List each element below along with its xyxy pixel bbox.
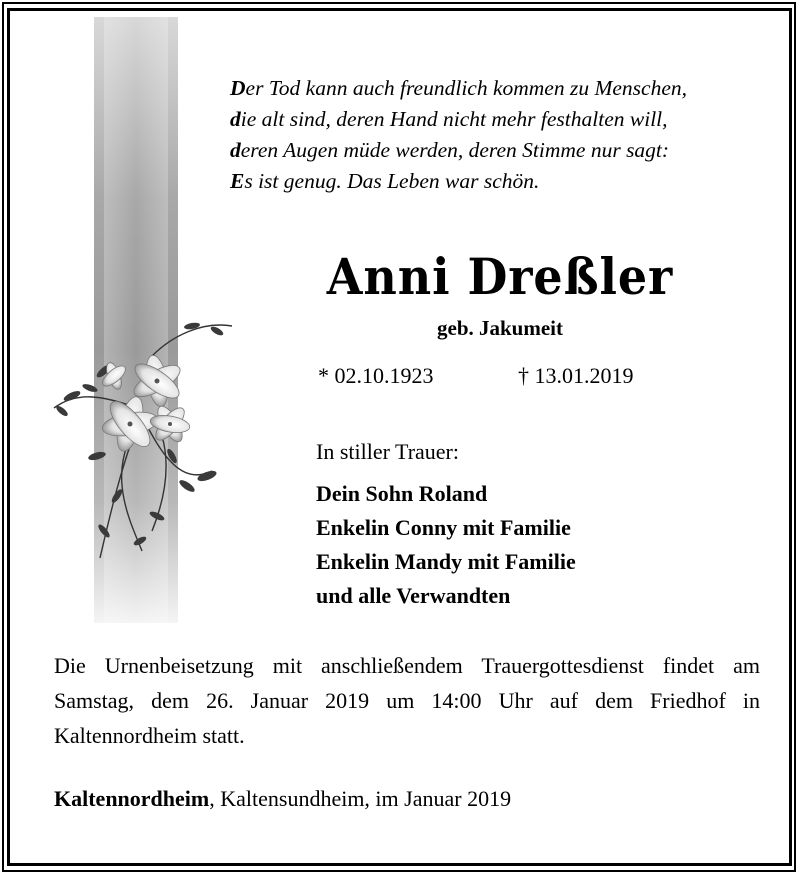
quote-line: Der Tod kann auch freundlich kommen zu Menschen,	[230, 76, 687, 100]
birth-date: * 02.10.1923	[318, 363, 434, 388]
lily-bouquet-icon	[42, 296, 242, 576]
mourner: Enkelin Conny mit Familie	[316, 515, 571, 540]
mourning-intro: In stiller Trauer:	[316, 439, 459, 464]
mourners-list	[316, 477, 576, 613]
obituary-notice	[7, 8, 792, 866]
place-and-date	[54, 786, 511, 812]
quote-line: die alt sind, deren Hand nicht mehr festhalten will,	[230, 107, 668, 131]
mourner: Enkelin Mandy mit Familie	[316, 549, 576, 574]
life-dates	[318, 363, 718, 389]
quote-line: deren Augen müde werden, deren Stimme nur sagt:	[230, 138, 670, 162]
maiden-name: geb. Jakumeit	[437, 316, 563, 340]
death-date: † 13.01.2019	[518, 363, 634, 388]
mourner: Dein Sohn Roland	[316, 481, 488, 506]
burial-announcement: Die Urnenbeisetzung mit anschließendem Trauergottesdienst findet am Samstag, dem 26. Januar 2019 um 14:00 Uhr auf dem Friedhof in Kaltennordheim statt.	[54, 653, 760, 748]
mourner: und alle Verwandten	[316, 583, 511, 608]
place-main: Kaltennordheim	[54, 786, 210, 811]
quote-line: Es ist genug. Das Leben war schön.	[230, 169, 540, 193]
place-rest: , Kaltensundheim, im Januar 2019	[209, 786, 512, 811]
memorial-quote	[230, 73, 790, 197]
deceased-name: Anni Dreßler	[326, 247, 674, 306]
